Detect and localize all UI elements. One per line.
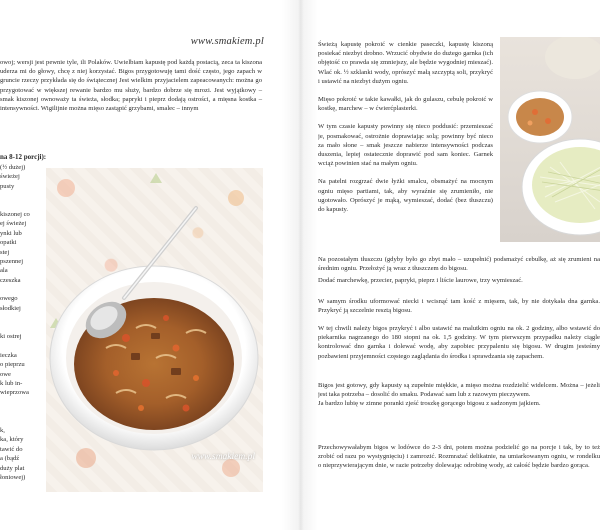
step-1: Świeżą kapustę pokroić w cienkie paseczki, kapustę kiszoną posiekać niezbyt drobno. Wrzucić obydwie do dużego garnka (ich objętość co prawda się zmniejszy, ale będzie wygodniej mieszać). Wlać ok. ½ szklanki wody, oprószyć małą szczyptą soli, przykryć i ustawić na niezbyt dużym ogniu. — [318, 41, 493, 85]
ingredient-line — [0, 323, 46, 332]
ingredient-line: k, — [0, 426, 5, 434]
ingredient-line: czeszka — [0, 276, 21, 284]
step-2: Mięso pokroić w takie kawałki, jak do gulaszu, cebulę pokroić w kostkę, marchew – w ćwierćplasterki. — [318, 96, 493, 113]
ingredient-line: duży plat — [0, 464, 25, 472]
bigos-photo — [46, 168, 263, 492]
ingredient-line: opatki — [0, 239, 17, 247]
intro-paragraph: owoj; wersji jest pewnie tyle, ili Polaków. Uwielbiam kapustę pod każdą postacią, zeca ta kiszona uderza mi do głowy, chcę z niej korzystać. Bigos przygotowuję tami dość często, jego zapach w gruncie rzeczy przykłada się do świątecznej Jest wielkim przyjacielem zapeacowanych: można go przygotować w większej rewanie bardzo mu służy, bardzo dobrze się mrozi. Jest wyjątkowy – smak kiszonej ownoważy ta świeża, słodka; papryki i pieprz dodają ostrości, a mięsna kostka – intensywności. Wigilijnie można mięso zastąpić grzybami, smalec – innym — [0, 59, 262, 113]
ingredient-line — [0, 285, 46, 294]
step-10 — [318, 443, 600, 471]
photo-watermark: www.smakiem.pl — [191, 452, 255, 462]
ingredient-line — [0, 407, 46, 416]
step-8 — [318, 324, 600, 361]
step-6 — [318, 276, 600, 285]
step-9-text: Bigos jest gotowy, gdy kapusty są zupełnie miękkie, a mięso można rozdzielić widelcem. Można – jeżeli jest taka potrzeba – dosolić do smaku. Podawać sam lub z razowym pieczywem. — [318, 382, 600, 399]
left-page — [0, 0, 282, 530]
ingredient-line: wieprzowa — [0, 389, 29, 397]
ingredient-line: ynki lub — [0, 229, 22, 237]
ingredient-line: słodkiej — [0, 304, 21, 312]
ingredient-line — [0, 191, 46, 200]
ingredient-line: owe — [0, 370, 11, 378]
ingredient-line: ka, który — [0, 436, 24, 444]
ingredient-line: ej świeżej — [0, 220, 27, 228]
ingredient-line: pusty — [0, 182, 15, 190]
ingredients-list — [0, 163, 46, 482]
step-7 — [318, 297, 600, 315]
ingredient-line: stej — [0, 248, 10, 256]
step-6-text: Dodać marchewkę, przecier, papryki, pieprz i liście laurowe, trzy wymieszać. — [318, 277, 523, 284]
step-7-text: W samym środku uformować niecki i wcisnąć tam kość z mięsem, tak, by nie dotykała dna garnka. Przykryć ją szczelnie resztą bigosu. — [318, 298, 600, 315]
step-4: Na patelni rozgrzać dwie łyżki smalcu, obsmażyć na mocnym ogniu mięso partiami, tak, aby wyraźnie się zrumieniło, nie ugotowało. Oprószyć je mąką, wymieszać, dodać (bez tłuszczu) do kapusty. — [318, 178, 493, 214]
ingredient-line: ieczka — [0, 351, 17, 359]
step-5 — [318, 255, 600, 273]
cabbage-bowl-illustration — [500, 37, 600, 242]
ingredient-line: pszennej — [0, 257, 24, 265]
ingredient-line: świeżej — [0, 173, 20, 181]
ingredient-line — [0, 417, 46, 426]
ingredient-line: owego — [0, 295, 18, 303]
instructions-top — [318, 40, 493, 214]
ingredient-line — [0, 313, 46, 322]
ingredient-line: ala — [0, 267, 8, 275]
ingredient-line: a (bądź — [0, 455, 20, 463]
step-8-text: W tej chwili należy bigos przykryć i albo ustawić na malutkim ogniu na ok. 2 godziny, albo wstawić do piekarnika nagrzanego do 180 stopni na ok. 1,5 godziny. W tym pierwszym przypadku należy ciągle kontrolować dno garnka i dolewać wodę, aby zapobiec przypaleniu się bigosu. W drugim jesteśmy pozbawieni przyjemności częstego zaglądania do środka i sprawdzania się zapachem. — [318, 325, 600, 360]
site-header: www.smakiem.pl — [190, 36, 264, 47]
bigos-bowl-illustration — [46, 168, 263, 492]
book-gutter — [282, 0, 318, 530]
step-3: W tym czasie kapusty powinny się nieco poddusić: przemieszać je, posmakować, ostrożnie doprawiając solą; powinny być nieco za mało słone – smak jeszcze nabierze intensywności podczas duszenia, lepiej ostatecznie doprawić pod sam koniec. Garnek wciąż powinien stać na małym ogniu. — [318, 123, 493, 168]
intro-text — [0, 58, 262, 113]
ingredient-line: kiszonej co — [0, 210, 30, 218]
ingredient-line — [0, 398, 46, 407]
step-5-text: Na pozostałym tłuszczu (gdyby było go zbyt mało – uzupełnić) podsmażyć cebulkę, aż się zrumieni na średnim ogniu. Przełożyć ją wraz z tłuszczem do bigosu. — [318, 256, 600, 273]
step-9-tip: Ja bardzo lubię w zimne poranki zjeść troszkę gorącego bigosu z sadzonym jajkiem. — [318, 400, 541, 408]
ingredients-heading: na 8-12 porcji): — [0, 153, 47, 161]
ingredient-line: (½ dużej) — [0, 164, 26, 171]
ingredient-line — [0, 201, 46, 210]
right-page — [318, 0, 600, 530]
ingredient-line: ki ostrej — [0, 333, 22, 341]
ingredient-line: k lub in- — [0, 379, 23, 387]
step-9 — [318, 381, 600, 409]
ingredient-line: tawić do — [0, 445, 23, 453]
step-10-text: Przechowywałabym bigos w lodówce do 2-3 dni, potem można podzielić go na porcje i tak, by to też zrobić od razu po wystygnięciu) i zamrozić. Rozmrażać delikatnie, na umiarkowanym ogniu, w rondelku o nieprzywierającym dnie, w razie potrzeby dolewając odrobinę wody, aż całość będzie bardzo gorąca. — [318, 444, 600, 470]
ingredient-line: o pieprzu — [0, 361, 25, 369]
ingredient-line — [0, 341, 46, 350]
cabbage-photo — [500, 37, 600, 242]
ingredient-line: łoniowej) — [0, 473, 26, 481]
